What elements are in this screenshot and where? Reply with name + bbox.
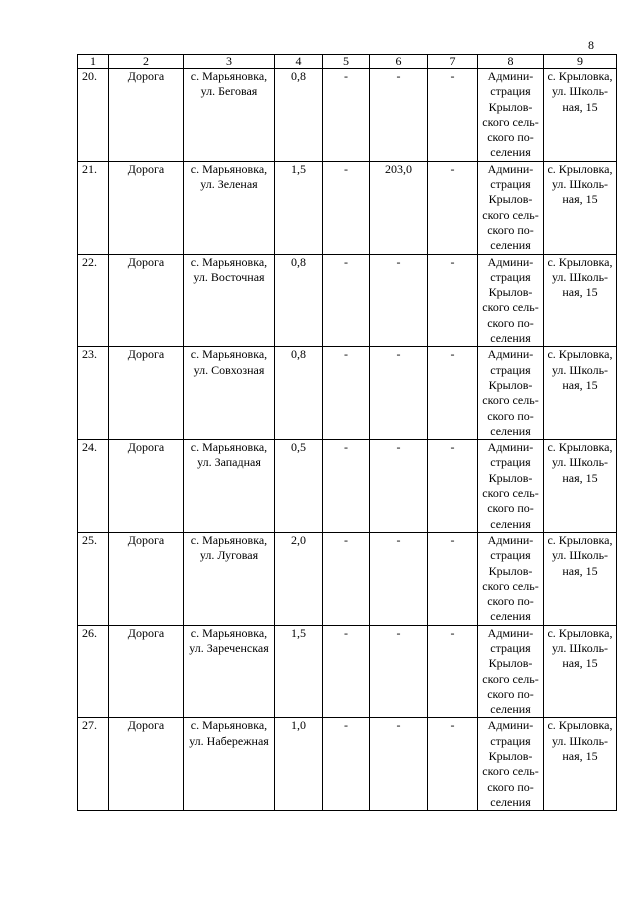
owner-name	[478, 161, 544, 254]
owner-name	[478, 254, 544, 347]
owner-name-line: селения	[490, 145, 531, 160]
object-type: Дорога	[109, 625, 184, 718]
object-location-line: ул. Набережная	[189, 733, 269, 748]
col5-value: -	[323, 254, 370, 347]
col7-value: -	[428, 718, 478, 811]
row-number: 26.	[78, 625, 109, 718]
col6-value: -	[370, 532, 428, 625]
object-type: Дорога	[109, 161, 184, 254]
owner-name	[478, 625, 544, 718]
owner-name-line: Крылов-	[488, 470, 533, 485]
owner-name-line: Админи-	[487, 347, 534, 362]
object-location	[184, 254, 275, 347]
object-location-line: ул. Беговая	[200, 84, 258, 99]
owner-address-line: с. Крыловка,	[547, 347, 613, 362]
object-location-line: ул. Зеленая	[200, 177, 258, 192]
col6-value: -	[370, 440, 428, 533]
owner-name-line: Крылов-	[488, 656, 533, 671]
object-location-line: с. Марьяновка,	[190, 347, 268, 362]
owner-address-line: с. Крыловка,	[547, 69, 613, 83]
owner-name	[478, 718, 544, 811]
col7-value: -	[428, 347, 478, 440]
owner-address-line: ная, 15	[562, 285, 598, 300]
owner-address-line: ул. Школь-	[551, 362, 609, 377]
owner-name-line: селения	[490, 516, 531, 531]
object-location	[184, 347, 275, 440]
owner-address	[544, 347, 617, 440]
owner-name-line: Админи-	[487, 718, 534, 733]
owner-name-line: ского сель-	[482, 207, 539, 222]
owner-address-line: ная, 15	[562, 656, 598, 671]
object-location-line: с. Марьяновка,	[190, 718, 268, 733]
object-location-line: с. Марьяновка,	[190, 625, 268, 640]
owner-name-line: селения	[490, 238, 531, 253]
length-value: 1,5	[275, 161, 323, 254]
owner-address-line: ул. Школь-	[551, 640, 609, 655]
owner-name-line: ского сель-	[482, 764, 539, 779]
table-body	[78, 55, 617, 811]
table-row	[78, 347, 617, 440]
header-cell: 9	[544, 55, 617, 69]
owner-address-line: ная, 15	[562, 749, 598, 764]
owner-address-line: с. Крыловка,	[547, 718, 613, 733]
length-value: 0,5	[275, 440, 323, 533]
col5-value: -	[323, 347, 370, 440]
owner-address-line: с. Крыловка,	[547, 625, 613, 640]
owner-address	[544, 254, 617, 347]
col7-value: -	[428, 161, 478, 254]
header-cell: 3	[184, 55, 275, 69]
owner-name-line: селения	[490, 331, 531, 346]
header-cell: 7	[428, 55, 478, 69]
owner-name-line: страция	[490, 177, 531, 192]
owner-name-line: ского по-	[487, 686, 534, 701]
owner-name-line: Крылов-	[488, 285, 533, 300]
object-type: Дорога	[109, 718, 184, 811]
owner-name-line: Крылов-	[488, 749, 533, 764]
table-row	[78, 718, 617, 811]
owner-name-line: страция	[490, 640, 531, 655]
owner-name-line: Админи-	[487, 625, 534, 640]
col7-value: -	[428, 440, 478, 533]
object-type: Дорога	[109, 254, 184, 347]
col7-value: -	[428, 625, 478, 718]
col6-value: -	[370, 347, 428, 440]
owner-name-line: ского по-	[487, 130, 534, 145]
owner-address	[544, 718, 617, 811]
table-row	[78, 161, 617, 254]
owner-address-line: ная, 15	[562, 377, 598, 392]
header-row	[78, 55, 617, 69]
col5-value: -	[323, 161, 370, 254]
object-location-line: с. Марьяновка,	[190, 532, 268, 547]
owner-address-line: ная, 15	[562, 192, 598, 207]
object-location-line: с. Марьяновка,	[190, 161, 268, 176]
owner-address-line: с. Крыловка,	[547, 254, 613, 269]
owner-name-line: страция	[490, 84, 531, 99]
row-number: 24.	[78, 440, 109, 533]
col6-value: -	[370, 69, 428, 162]
length-value: 2,0	[275, 532, 323, 625]
length-value: 0,8	[275, 347, 323, 440]
owner-address-line: ная, 15	[562, 99, 598, 114]
col7-value: -	[428, 254, 478, 347]
row-number: 25.	[78, 532, 109, 625]
owner-name	[478, 347, 544, 440]
owner-name-line: Админи-	[487, 254, 534, 269]
roads-table	[77, 54, 617, 811]
row-number: 21.	[78, 161, 109, 254]
owner-name-line: Админи-	[487, 161, 534, 176]
col5-value: -	[323, 440, 370, 533]
owner-name-line: ского сель-	[482, 300, 539, 315]
object-location	[184, 718, 275, 811]
owner-address-line: ул. Школь-	[551, 548, 609, 563]
owner-name	[478, 440, 544, 533]
col6-value: 203,0	[370, 161, 428, 254]
col5-value: -	[323, 718, 370, 811]
object-location-line: ул. Совхозная	[193, 362, 265, 377]
table-row	[78, 440, 617, 533]
header-cell: 2	[109, 55, 184, 69]
owner-name-line: Крылов-	[488, 377, 533, 392]
object-location	[184, 625, 275, 718]
owner-name-line: ского сель-	[482, 578, 539, 593]
col5-value: -	[323, 69, 370, 162]
header-cell: 5	[323, 55, 370, 69]
table-row	[78, 625, 617, 718]
row-number: 23.	[78, 347, 109, 440]
object-type: Дорога	[109, 69, 184, 162]
owner-address	[544, 625, 617, 718]
owner-address-line: с. Крыловка,	[547, 161, 613, 176]
owner-address-line: ул. Школь-	[551, 455, 609, 470]
row-number: 27.	[78, 718, 109, 811]
row-number: 20.	[78, 69, 109, 162]
owner-address-line: ул. Школь-	[551, 269, 609, 284]
owner-name-line: Крылов-	[488, 99, 533, 114]
owner-address	[544, 69, 617, 162]
header-cell: 4	[275, 55, 323, 69]
owner-name-line: ского сель-	[482, 393, 539, 408]
header-cell: 6	[370, 55, 428, 69]
length-value: 1,0	[275, 718, 323, 811]
owner-address	[544, 161, 617, 254]
object-location	[184, 69, 275, 162]
object-location-line: с. Марьяновка,	[190, 69, 268, 83]
header-cell: 8	[478, 55, 544, 69]
object-location-line: ул. Западная	[197, 455, 261, 470]
owner-name-line: Админи-	[487, 69, 534, 83]
owner-address-line: с. Крыловка,	[547, 532, 613, 547]
col6-value: -	[370, 254, 428, 347]
object-location-line: ул. Луговая	[199, 548, 259, 563]
object-location	[184, 161, 275, 254]
length-value: 0,8	[275, 69, 323, 162]
owner-name-line: ского по-	[487, 501, 534, 516]
object-type: Дорога	[109, 347, 184, 440]
owner-address-line: ная, 15	[562, 470, 598, 485]
object-location	[184, 532, 275, 625]
table-row	[78, 254, 617, 347]
owner-name-line: селения	[490, 702, 531, 717]
owner-name-line: страция	[490, 455, 531, 470]
table-row	[78, 532, 617, 625]
row-number: 22.	[78, 254, 109, 347]
owner-name-line: ского по-	[487, 408, 534, 423]
length-value: 1,5	[275, 625, 323, 718]
owner-name	[478, 69, 544, 162]
owner-address-line: с. Крыловка,	[547, 440, 613, 455]
header-cell: 1	[78, 55, 109, 69]
owner-name-line: Админи-	[487, 440, 534, 455]
owner-name-line: Крылов-	[488, 192, 533, 207]
col5-value: -	[323, 625, 370, 718]
table-row	[78, 69, 617, 162]
object-location-line: с. Марьяновка,	[190, 254, 268, 269]
owner-address-line: ная, 15	[562, 563, 598, 578]
owner-name-line: страция	[490, 733, 531, 748]
object-type: Дорога	[109, 440, 184, 533]
length-value: 0,8	[275, 254, 323, 347]
col6-value: -	[370, 625, 428, 718]
object-location-line: ул. Восточная	[193, 269, 265, 284]
owner-address	[544, 440, 617, 533]
object-location-line: ул. Зареченская	[189, 640, 269, 655]
owner-name-line: страция	[490, 269, 531, 284]
owner-name	[478, 532, 544, 625]
col7-value: -	[428, 69, 478, 162]
col6-value: -	[370, 718, 428, 811]
owner-name-line: Админи-	[487, 532, 534, 547]
page-number: 8	[588, 38, 594, 52]
object-location-line: с. Марьяновка,	[190, 440, 268, 455]
owner-address-line: ул. Школь-	[551, 733, 609, 748]
owner-name-line: ского по-	[487, 222, 534, 237]
owner-name-line: ского сель-	[482, 671, 539, 686]
owner-name-line: селения	[490, 609, 531, 624]
owner-name-line: страция	[490, 362, 531, 377]
object-type: Дорога	[109, 532, 184, 625]
owner-name-line: ского по-	[487, 315, 534, 330]
object-location	[184, 440, 275, 533]
owner-address-line: ул. Школь-	[551, 177, 609, 192]
owner-address-line: ул. Школь-	[551, 84, 609, 99]
owner-name-line: ского сель-	[482, 114, 539, 129]
owner-address	[544, 532, 617, 625]
owner-name-line: страция	[490, 548, 531, 563]
col7-value: -	[428, 532, 478, 625]
col5-value: -	[323, 532, 370, 625]
owner-name-line: ского по-	[487, 594, 534, 609]
owner-name-line: селения	[490, 794, 531, 809]
owner-name-line: селения	[490, 423, 531, 438]
owner-name-line: Крылов-	[488, 563, 533, 578]
owner-name-line: ского сель-	[482, 486, 539, 501]
owner-name-line: ского по-	[487, 779, 534, 794]
